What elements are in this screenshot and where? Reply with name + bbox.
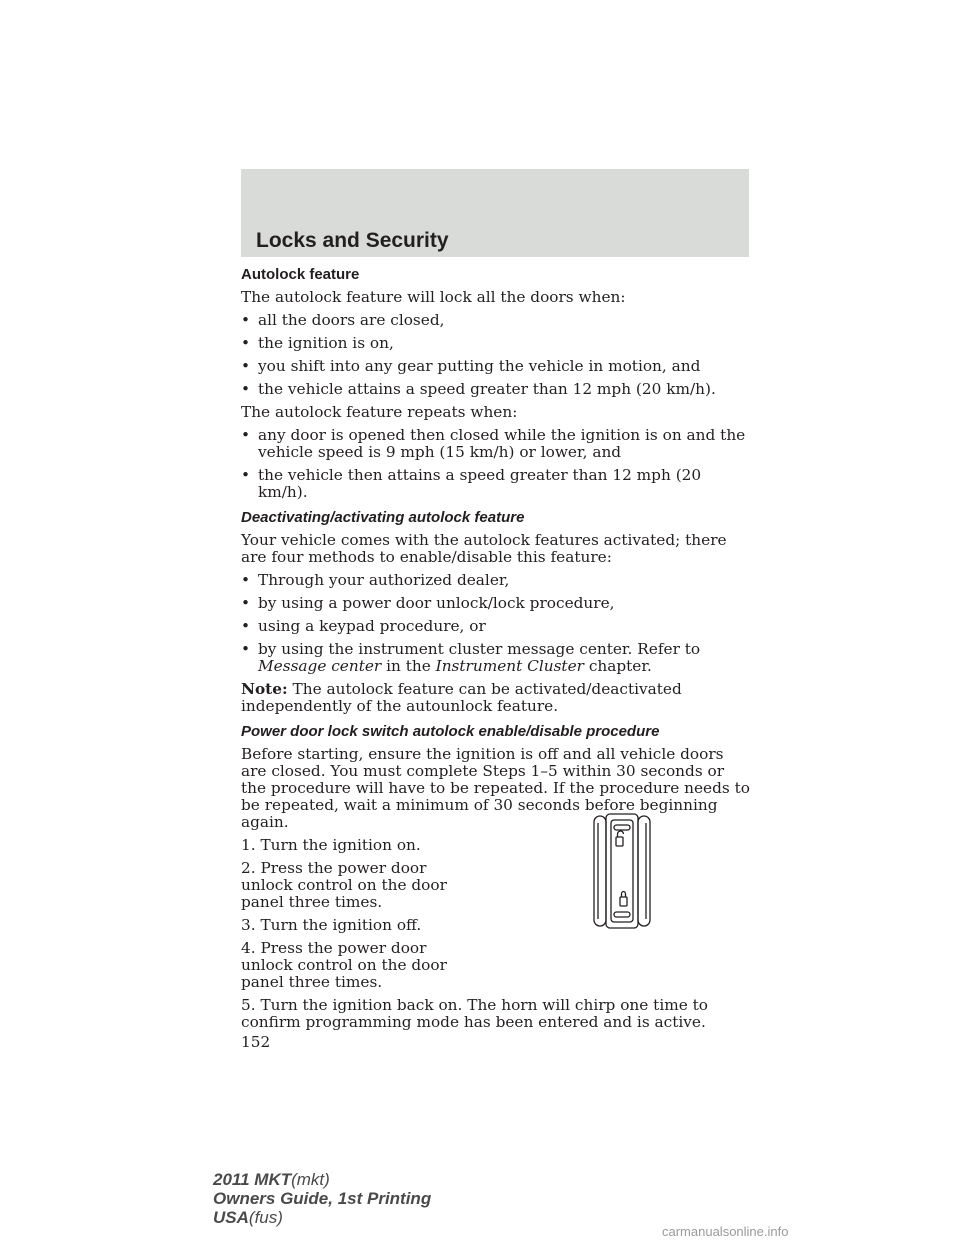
autolock-heading: Autolock feature <box>241 266 360 283</box>
switch-procedure-heading: Power door lock switch autolock enable/disable procedure <box>241 723 660 740</box>
bullet: • <box>241 594 251 612</box>
step: 4. Press the power door unlock control on the door panel three times. <box>241 939 447 991</box>
section-title: Locks and Security <box>256 229 449 252</box>
bullet: • <box>241 334 251 352</box>
bullet: • <box>241 617 251 635</box>
deactivating-intro: Your vehicle comes with the autolock features activated; there are four methods to enable/disable this feature: <box>241 531 727 566</box>
switch-procedure-intro: Before starting, ensure the ignition is off and all vehicle doors are closed. You must complete Steps 1–5 within 30 seconds or the procedure will have to be repeated. If the procedure needs to be repeated, wait a minimum of 30 seconds before beginning again. <box>241 745 750 831</box>
power-door-lock-switch-icon <box>592 813 652 929</box>
bullet: • <box>241 357 251 375</box>
page-number: 152 <box>241 1033 271 1051</box>
note-text: The autolock feature can be activated/deactivated independently of the autounlock feature. <box>241 680 682 715</box>
footer-line2: Owners Guide, 1st Printing <box>213 1189 432 1208</box>
step: 1. Turn the ignition on. <box>241 836 421 854</box>
message-center-ref: Message center <box>258 657 382 675</box>
bullet: • <box>241 426 251 444</box>
footer <box>213 1170 431 1227</box>
page-content <box>241 266 751 1051</box>
footer-line1: 2011 MKT(mkt) <box>213 1170 330 1189</box>
list-item: • any door is opened then closed while the ignition is on and the vehicle speed is 9 mph (15 km/h) or lower, and <box>241 426 746 461</box>
step: 5. Turn the ignition back on. The horn will chirp one time to confirm programming mode has been entered and is active. <box>241 996 709 1031</box>
note <box>241 681 751 715</box>
list-item: • using a keypad procedure, or <box>241 617 486 635</box>
footer-line3: USA(fus) <box>213 1208 283 1227</box>
list-item: • you shift into any gear putting the vehicle in motion, and <box>241 357 701 375</box>
list-item: • the ignition is on, <box>241 334 394 352</box>
bullet: • <box>241 311 251 329</box>
watermark: carmanualsonline.info <box>662 1224 789 1239</box>
list-item: • the vehicle attains a speed greater than 12 mph (20 km/h). <box>241 380 716 398</box>
list-item: • all the doors are closed, <box>241 311 445 329</box>
list-item: • Through your authorized dealer, <box>241 571 510 589</box>
list-item: • by using a power door unlock/lock procedure, <box>241 594 615 612</box>
bullet: • <box>241 571 251 589</box>
note-label: Note: <box>241 680 288 698</box>
deactivating-heading: Deactivating/activating autolock feature <box>241 509 525 526</box>
instrument-cluster-ref: Instrument Cluster <box>435 657 584 675</box>
list-item: • the vehicle then attains a speed greater than 12 mph (20 km/h). <box>241 466 702 501</box>
repeats-intro: The autolock feature repeats when: <box>241 403 518 421</box>
list-item: • by using the instrument cluster message center. Refer to Message center in the Instrument Cluster chapter. <box>241 640 701 675</box>
bullet: • <box>241 640 251 658</box>
autolock-intro: The autolock feature will lock all the doors when: <box>241 288 626 306</box>
bullet: • <box>241 380 251 398</box>
bullet: • <box>241 466 251 484</box>
step: 2. Press the power door unlock control on the door panel three times. <box>241 859 447 911</box>
step: 3. Turn the ignition off. <box>241 916 422 934</box>
